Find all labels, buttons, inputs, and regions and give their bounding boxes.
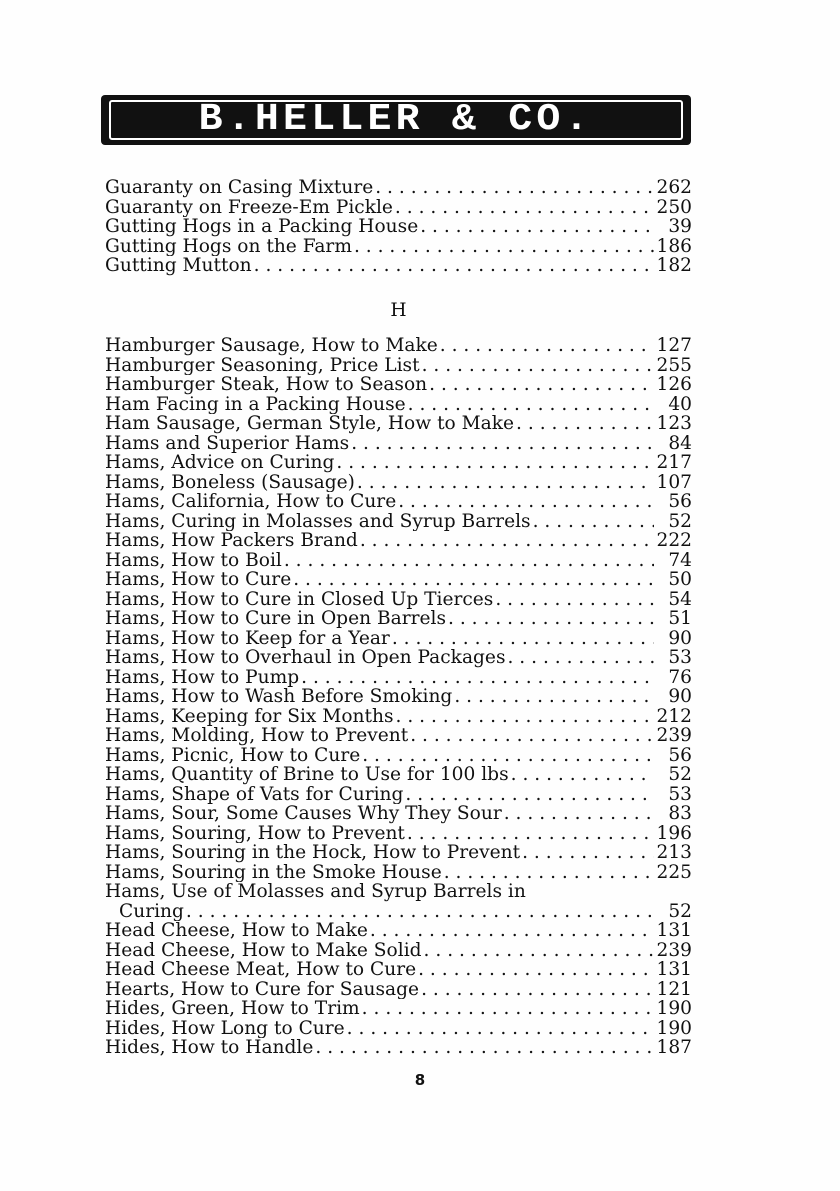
leader-dots <box>454 687 654 707</box>
index-entry <box>105 473 692 493</box>
publisher-name: B.HELLER & CO. <box>198 98 594 141</box>
index-entry-text: Hamburger Steak, How to Season <box>105 375 428 395</box>
index-entry <box>105 1038 692 1058</box>
index-entry-page: 182 <box>656 256 692 276</box>
index-entry-page: 225 <box>656 862 692 882</box>
index-entry-page: 250 <box>656 197 692 217</box>
index-entry-text: Head Cheese, How to Make Solid <box>105 940 422 960</box>
index-entry-text: Hams, Picnic, How to Cure <box>105 745 361 765</box>
index-entry-page: 187 <box>656 1038 692 1058</box>
index-entry-page: 53 <box>668 648 692 668</box>
index-entry-page: 84 <box>668 433 692 453</box>
index-entry <box>105 863 692 883</box>
leader-dots <box>410 726 654 746</box>
index-entry-page: 53 <box>668 784 692 804</box>
index-entry <box>105 512 692 532</box>
index-entry-page: 126 <box>656 375 692 395</box>
index-entry-text: Gutting Hogs in a Packing House <box>105 217 419 237</box>
index-entry-text: Hearts, How to Cure for Sausage <box>105 979 420 999</box>
index-entry-text: Hams, Souring in the Smoke House <box>105 862 442 882</box>
index-entry <box>105 707 692 727</box>
index-entry-text: Hams, How to Overhaul in Open Packages <box>105 648 506 668</box>
leader-dots <box>424 941 654 961</box>
index-entry-text: Guaranty on Casing Mixture <box>105 178 374 198</box>
index-entry-text: Hamburger Sausage, How to Make <box>105 336 438 356</box>
index-entry <box>105 356 692 376</box>
index-entry-page: 239 <box>656 940 692 960</box>
leader-dots <box>504 804 654 824</box>
index-section-h <box>105 336 692 1058</box>
index-entry <box>105 217 692 237</box>
index-entry-page: 123 <box>656 414 692 434</box>
leader-dots <box>405 785 654 805</box>
index-entry-text: Hams, Souring, How to Prevent <box>105 823 405 843</box>
index-entry <box>105 629 692 649</box>
index-entry-page: 127 <box>656 336 692 356</box>
index-entry-page: 90 <box>668 628 692 648</box>
leader-dots <box>284 551 654 571</box>
index-entry-page: 222 <box>656 531 692 551</box>
index-entry-text: Hams, How to Keep for a Year <box>105 628 390 648</box>
index-entry <box>105 765 692 785</box>
leader-dots <box>396 707 655 727</box>
index-entry-page: 76 <box>668 667 692 687</box>
leader-dots <box>315 1038 654 1058</box>
leader-dots <box>351 434 654 454</box>
leader-dots <box>420 217 654 237</box>
index-entry-text: Ham Sausage, German Style, How to Make <box>105 414 515 434</box>
index-entry-text: Hams, Souring in the Hock, How to Prevent <box>105 843 521 863</box>
index-entry-text: Head Cheese Meat, How to Cure <box>105 960 417 980</box>
index-entry <box>105 336 692 356</box>
index-entry-text: Hams, California, How to Cure <box>105 492 397 512</box>
index-entry <box>105 434 692 454</box>
index-entry-page: 40 <box>668 394 692 414</box>
index-entry <box>105 941 692 961</box>
index-entry <box>105 785 692 805</box>
index-entry-page: 52 <box>668 765 692 785</box>
index-entry-text: Guaranty on Freeze-Em Pickle <box>105 197 393 217</box>
leader-dots <box>362 746 654 766</box>
index-entry-line2 <box>105 902 692 922</box>
entry-list-h-b <box>105 921 692 1058</box>
leader-dots <box>444 863 654 883</box>
index-entry-text: Gutting Hogs on the Farm <box>105 236 352 256</box>
index-entry-page: 90 <box>668 687 692 707</box>
index-entry-text: Hams, How to Wash Before Smoking <box>105 687 453 707</box>
index-entry-text: Hams, Quantity of Brine to Use for 100 lbs <box>105 765 509 785</box>
leader-dots <box>448 609 654 629</box>
index-entry-text: Hams, Curing in Molasses and Syrup Barrels <box>105 511 531 531</box>
publisher-banner <box>101 95 691 145</box>
index-entry-text: Hams, Sour, Some Causes Why They Sour <box>105 804 502 824</box>
index-entry <box>105 256 692 276</box>
leader-dots <box>375 178 654 198</box>
index-entry <box>105 648 692 668</box>
leader-dots <box>254 256 654 276</box>
index-entry <box>105 531 692 551</box>
index-entry <box>105 453 692 473</box>
index-entry <box>105 824 692 844</box>
index-entry-text: Head Cheese, How to Make <box>105 921 368 941</box>
index-entry-page: 52 <box>668 511 692 531</box>
leader-dots <box>354 237 654 257</box>
index-entry-page: 50 <box>668 570 692 590</box>
index-entry-text: Hams, How to Pump <box>105 667 300 687</box>
section-letter-h: H <box>390 300 407 321</box>
index-entry-page: 83 <box>668 804 692 824</box>
page-number: 8 <box>414 1071 426 1089</box>
index-entry-page: 186 <box>656 236 692 256</box>
leader-dots <box>360 531 654 551</box>
leader-dots <box>357 473 654 493</box>
index-entry-text: Hams, How to Cure <box>105 570 292 590</box>
index-entry-text: Hams, How Packers Brand <box>105 531 358 551</box>
index-entry-text: Hamburger Seasoning, Price List <box>105 355 420 375</box>
leader-dots <box>421 980 654 1000</box>
index-entry-text: Hides, Green, How to Trim <box>105 999 360 1019</box>
index-entry-page: 54 <box>668 589 692 609</box>
index-entry-text: Hams, Boneless (Sausage) <box>105 472 355 492</box>
index-entry-text: Hams, How to Cure in Closed Up Tierces <box>105 589 494 609</box>
index-entry-text: Hams and Superior Hams <box>105 433 350 453</box>
leader-dots <box>533 512 654 532</box>
index-entry-page: 190 <box>656 1018 692 1038</box>
leader-dots <box>418 960 654 980</box>
index-entry-page: 255 <box>656 355 692 375</box>
leader-dots <box>347 1019 654 1039</box>
leader-dots <box>186 902 654 922</box>
index-entry-page: 56 <box>668 745 692 765</box>
leader-dots <box>336 453 654 473</box>
index-entry-text: Hams, Advice on Curing <box>105 453 335 473</box>
index-entry <box>105 375 692 395</box>
index-entry <box>105 395 692 415</box>
index-entry-text: Hams, Shape of Vats for Curing <box>105 784 404 804</box>
index-entry-page: 262 <box>656 178 692 198</box>
index-entry <box>105 999 692 1019</box>
index-entry-text: Ham Facing in a Packing House <box>105 394 406 414</box>
index-entry-page: 121 <box>656 979 692 999</box>
index-entry <box>105 726 692 746</box>
index-entry-page: 52 <box>668 901 692 921</box>
leader-dots <box>408 395 654 415</box>
leader-dots <box>407 824 654 844</box>
index-entry <box>105 1019 692 1039</box>
index-entry-text-line1: Hams, Use of Molasses and Syrup Barrels in <box>105 881 526 902</box>
index-entry <box>105 687 692 707</box>
index-entry <box>105 198 692 218</box>
index-entry <box>105 843 692 863</box>
index-entry-text: Hides, How to Handle <box>105 1038 314 1058</box>
index-entry-page: 107 <box>656 472 692 492</box>
index-entry <box>105 746 692 766</box>
index-entry-page: 217 <box>656 453 692 473</box>
index-entry <box>105 980 692 1000</box>
leader-dots <box>362 999 654 1019</box>
index-entry-text: Hides, How Long to Cure <box>105 1018 345 1038</box>
entry-list-g <box>105 178 692 276</box>
index-entry-page: 213 <box>656 843 692 863</box>
index-entry-page: 56 <box>668 492 692 512</box>
index-entry-page: 131 <box>656 960 692 980</box>
publisher-banner-frame <box>109 100 683 140</box>
index-entry <box>105 590 692 610</box>
index-entry-text: Hams, Molding, How to Prevent <box>105 726 409 746</box>
leader-dots <box>395 198 654 218</box>
index-entry <box>105 570 692 590</box>
leader-dots <box>511 765 654 785</box>
index-section-g <box>105 178 692 276</box>
index-entry-page: 39 <box>668 217 692 237</box>
index-entry <box>105 237 692 257</box>
index-entry-text-line2: Curing <box>119 901 184 921</box>
leader-dots <box>440 336 654 356</box>
index-entry <box>105 414 692 434</box>
leader-dots <box>398 492 654 512</box>
index-entry-page: 196 <box>656 823 692 843</box>
index-entry-page: 190 <box>656 999 692 1019</box>
index-entry-page: 239 <box>656 726 692 746</box>
index-entry-text: Gutting Mutton <box>105 256 252 276</box>
index-entry <box>105 960 692 980</box>
index-entry-page: 51 <box>668 609 692 629</box>
leader-dots <box>516 414 654 434</box>
index-entry-wrapped <box>105 882 692 921</box>
leader-dots <box>301 668 654 688</box>
leader-dots <box>392 629 654 649</box>
index-entry-page: 131 <box>656 921 692 941</box>
entry-list-h-a <box>105 336 692 882</box>
leader-dots <box>522 843 654 863</box>
index-entry <box>105 492 692 512</box>
index-entry <box>105 921 692 941</box>
index-entry <box>105 178 692 198</box>
leader-dots <box>495 590 654 610</box>
index-entry-text: Hams, Keeping for Six Months <box>105 706 394 726</box>
index-entry-page: 74 <box>668 550 692 570</box>
leader-dots <box>370 921 654 941</box>
index-entry-text: Hams, How to Cure in Open Barrels <box>105 609 446 629</box>
index-entry <box>105 804 692 824</box>
index-entry <box>105 551 692 571</box>
index-entry-page: 212 <box>656 706 692 726</box>
leader-dots <box>429 375 654 395</box>
index-entry <box>105 609 692 629</box>
leader-dots <box>507 648 654 668</box>
leader-dots <box>293 570 654 590</box>
leader-dots <box>422 356 654 376</box>
index-entry-text: Hams, How to Boil <box>105 550 282 570</box>
index-entry <box>105 668 692 688</box>
